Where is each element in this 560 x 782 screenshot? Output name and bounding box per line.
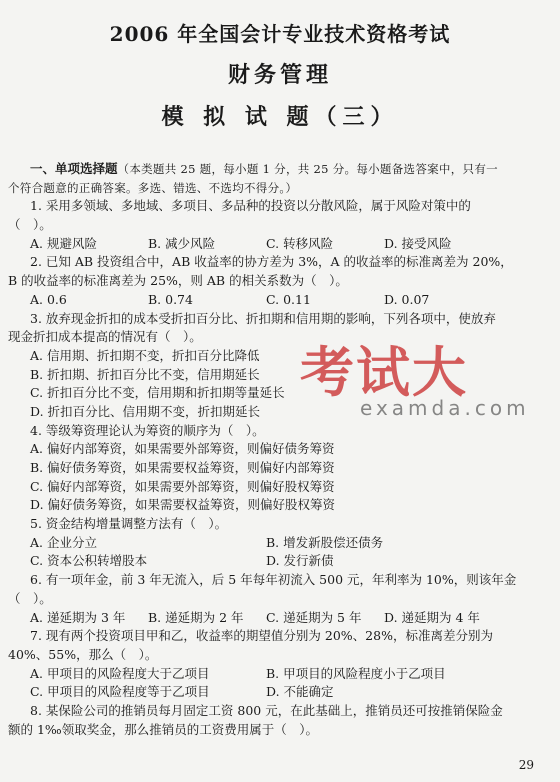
- section-instructions: [8, 160, 550, 179]
- question-7-options-cd: [8, 683, 550, 702]
- watermark-url: examda.com: [360, 396, 530, 420]
- option-c: C. 0.11: [266, 291, 311, 307]
- question-2-options: [8, 291, 550, 310]
- option-b: B. 增发新股偿还债务: [266, 534, 384, 550]
- question-8-stem-2: 额的 1‰领取奖金，那么推销员的工资费用属于（ ）。: [8, 721, 318, 737]
- section-note-1: （本类题共 25 题，每小题 1 分，共 25 分。每小题备选答案中，只有一: [117, 162, 498, 176]
- option-c: C. 资本公积转增股本: [30, 553, 148, 569]
- question-4-option-b: B. 偏好债务筹资，如果需要权益筹资，则偏好内部筹资: [30, 460, 335, 475]
- option-c: C. 递延期为 5 年: [266, 609, 362, 625]
- paper-title: 模 拟 试 题（三）: [161, 104, 399, 130]
- option-a: A. 企业分立: [30, 534, 97, 550]
- section-note-2: 个符合题意的正确答案。多选、错选、不选均不得分。）: [8, 180, 298, 195]
- question-1-options: [8, 235, 550, 254]
- question-3-option-b: B. 折扣期、折扣百分比不变，信用期延长: [30, 366, 260, 382]
- option-b: B. 减少风险: [148, 235, 216, 251]
- section-heading: 一、单项选择题: [30, 161, 118, 176]
- question-8-stem-1: 8. 某保险公司的推销员每月固定工资 800 元，在此基础上，推销员还可按推销保险金: [30, 702, 503, 718]
- option-a: A. 规避风险: [30, 235, 97, 251]
- question-6-stem-1: 6. 有一项年金，前 3 年无流入，后 5 年每年初流入 500 元，年利率为 10%，则该年金: [30, 572, 517, 588]
- question-3-stem-2: 现金折扣成本提高的情况有（ ）。: [8, 329, 202, 345]
- option-b: B. 甲项目的风险程度小于乙项目: [266, 665, 446, 681]
- question-7-stem-1: 7. 现有两个投资项目甲和乙，收益率的期望值分别为 20%、28%，标准离差分别为: [30, 628, 493, 644]
- question-3-option-d: D. 折扣百分比、信用期不变，折扣期延长: [30, 403, 261, 419]
- question-4-stem-1: 4. 等级筹资理论认为筹资的顺序为（ ）。: [30, 422, 265, 438]
- question-6-options: [8, 609, 550, 628]
- question-body: [8, 160, 550, 739]
- question-6-stem-2: （ ）。: [8, 590, 52, 606]
- question-7-stem-2: 40%、55%，那么（ ）。: [8, 646, 158, 662]
- page-number: 29: [518, 758, 534, 772]
- question-2-stem-1: 2. 已知 AB 投资组合中，AB 收益率的协方差为 3%，A 的收益率的标准离差为 20%，: [30, 254, 513, 270]
- question-3-option-c: C. 折扣百分比不变，信用期和折扣期等量延长: [30, 385, 285, 401]
- option-a: A. 甲项目的风险程度大于乙项目: [30, 665, 210, 681]
- option-d: D. 0.07: [384, 291, 430, 307]
- question-2-stem-2: B 的收益率的标准离差为 25%，则 AB 的相关系数为（ ）。: [8, 273, 348, 289]
- watermark-logo-text: 考试大: [300, 341, 468, 404]
- question-4-option-a: A. 偏好内部筹资，如果需要外部筹资，则偏好债务筹资: [30, 441, 335, 457]
- question-3-option-a: A. 信用期、折扣期不变，折扣百分比降低: [30, 347, 260, 363]
- option-b: B. 递延期为 2 年: [148, 609, 244, 625]
- question-1-stem-1: 1. 采用多领域、多地域、多项目、多品种的投资以分散风险，属于风险对策中的: [30, 198, 471, 214]
- subject-title: 财务管理: [227, 62, 332, 88]
- option-c: C. 甲项目的风险程度等于乙项目: [30, 684, 210, 700]
- option-d: D. 接受风险: [384, 235, 452, 251]
- option-d: D. 递延期为 4 年: [384, 609, 480, 625]
- question-3-stem-1: 3. 放弃现金折扣的成本受折扣百分比、折扣期和信用期的影响，下列各项中，使放弃: [30, 310, 496, 326]
- option-a: A. 0.6: [30, 291, 67, 307]
- question-4-option-d: D. 偏好债务筹资，如果需要权益筹资，则偏好股权筹资: [30, 497, 336, 513]
- question-5-options-cd: [8, 552, 550, 571]
- question-7-options-ab: [8, 665, 550, 684]
- question-5-options-ab: [8, 534, 550, 553]
- option-d: D. 不能确定: [266, 684, 334, 700]
- question-1-stem-2: （ ）。: [8, 217, 52, 233]
- question-5-stem-1: 5. 资金结构增量调整方法有（ ）。: [30, 516, 228, 532]
- option-b: B. 0.74: [148, 291, 193, 307]
- exam-title: 2006 年全国会计专业技术资格考试: [109, 22, 451, 46]
- question-4-option-c: C. 偏好内部筹资，如果需要外部筹资，则偏好股权筹资: [30, 478, 335, 494]
- option-c: C. 转移风险: [266, 235, 334, 251]
- option-d: D. 发行新债: [266, 553, 334, 569]
- option-a: A. 递延期为 3 年: [30, 609, 126, 625]
